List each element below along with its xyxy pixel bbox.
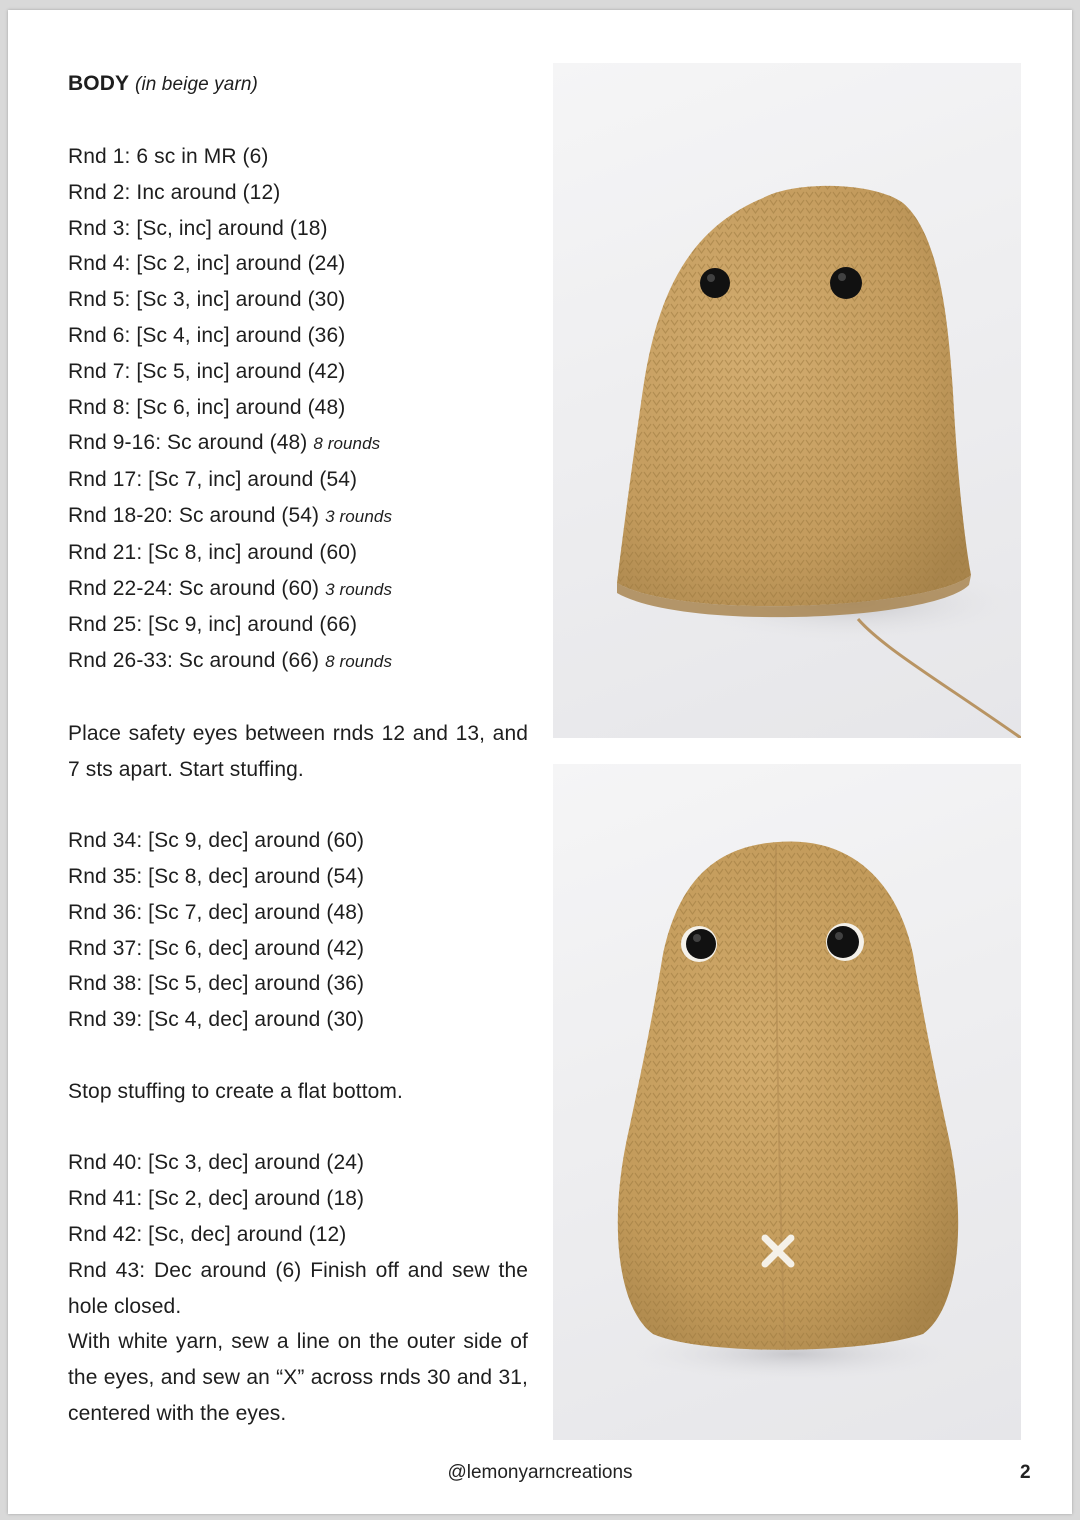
pattern-page: [8, 10, 1072, 1514]
round-text: Rnd 17: [Sc 7, inc] around (54): [68, 468, 358, 492]
round-line: [68, 175, 528, 211]
round-line: [68, 425, 528, 462]
round-line: [68, 211, 528, 247]
round-text: Rnd 3: [Sc, inc] around (18): [68, 216, 328, 240]
round-line: [68, 318, 528, 354]
eye-left: [700, 268, 730, 298]
round-line: [68, 966, 528, 1002]
round-text: Rnd 36: [Sc 7, dec] around (48): [68, 900, 365, 924]
round-text: Rnd 9-16: Sc around (48): [68, 431, 308, 455]
crochet-body-front: [618, 841, 958, 1349]
round-text: Rnd 21: [Sc 8, inc] around (60): [68, 540, 358, 564]
round-line: [68, 462, 528, 498]
section-title: BODY: [68, 72, 130, 95]
round-text: Rnd 39: [Sc 4, dec] around (30): [68, 1008, 365, 1032]
round-text: Rnd 8: [Sc 6, inc] around (48): [68, 395, 346, 419]
round-text: Rnd 41: [Sc 2, dec] around (18): [68, 1187, 365, 1211]
round-line: [68, 607, 528, 643]
round-text: Rnd 42: [Sc, dec] around (12): [68, 1222, 347, 1246]
round-line: [68, 1002, 528, 1038]
instruction-finish: Rnd 43: Dec around (6) Finish off and sew the hole closed.: [68, 1258, 528, 1318]
eye-right-with-white-line: [826, 923, 864, 961]
rounds-list-increase: [68, 139, 528, 680]
eye-left-with-white-line: [681, 926, 717, 962]
round-line: [68, 895, 528, 931]
round-line: [68, 931, 528, 967]
round-text: Rnd 18-20: Sc around (54): [68, 503, 320, 527]
round-line: [68, 139, 528, 175]
round-line: [68, 1181, 528, 1217]
round-text: Rnd 5: [Sc 3, inc] around (30): [68, 288, 346, 312]
instruction-eyes: Place safety eyes between rnds 12 and 13, and 7 sts apart. Start stuffing.: [68, 721, 528, 781]
page-number: 2: [1020, 1462, 1031, 1483]
round-line: [68, 246, 528, 282]
round-line: [68, 571, 528, 608]
round-count-note: 3 rounds: [325, 506, 393, 526]
round-text: Rnd 34: [Sc 9, dec] around (60): [68, 829, 365, 853]
footer-handle: @lemonyarncreations: [447, 1462, 633, 1483]
round-text: Rnd 37: [Sc 6, dec] around (42): [68, 936, 365, 960]
round-text: Rnd 22-24: Sc around (60): [68, 576, 320, 600]
round-line: [68, 535, 528, 571]
round-count-note: 8 rounds: [313, 434, 381, 454]
round-count-note: 3 rounds: [325, 579, 393, 599]
instruction-white-yarn: With white yarn, sew a line on the outer side of the eyes, and sew an “X” across rnds 30 and 31, centered with the eyes.: [68, 1330, 528, 1425]
round-text: Rnd 4: [Sc 2, inc] around (24): [68, 252, 346, 276]
round-line: [68, 354, 528, 390]
round-line: [68, 823, 528, 859]
round-line: [68, 859, 528, 895]
round-text: Rnd 7: [Sc 5, inc] around (42): [68, 359, 346, 383]
round-line: [68, 643, 528, 680]
round-text: Rnd 40: [Sc 3, dec] around (24): [68, 1151, 365, 1175]
round-line: [68, 282, 528, 318]
rounds-list-decrease: [68, 823, 528, 1038]
round-text: Rnd 2: Inc around (12): [68, 180, 281, 204]
rounds-list-final: [68, 1145, 528, 1252]
body-photo-side-view: [553, 63, 1021, 738]
round-line: [68, 498, 528, 535]
section-heading: [68, 66, 528, 103]
round-text: Rnd 25: [Sc 9, inc] around (66): [68, 613, 358, 637]
round-text: Rnd 35: [Sc 8, dec] around (54): [68, 864, 365, 888]
round-count-note: 8 rounds: [325, 652, 393, 672]
body-photo-front-view: [553, 764, 1021, 1440]
round-text: Rnd 6: [Sc 4, inc] around (36): [68, 323, 346, 347]
round-text: Rnd 26-33: Sc around (66): [68, 649, 320, 673]
pattern-text-column: [68, 66, 528, 1432]
round-text: Rnd 38: [Sc 5, dec] around (36): [68, 972, 365, 996]
round-text: Rnd 1: 6 sc in MR (6): [68, 145, 269, 168]
instruction-flat-bottom: Stop stuffing to create a flat bottom.: [68, 1079, 403, 1103]
crochet-body-side: [617, 186, 971, 617]
eye-right: [830, 267, 862, 299]
section-subtitle: (in beige yarn): [135, 74, 258, 95]
round-line: [68, 1217, 528, 1253]
round-line: [68, 1145, 528, 1181]
round-line: [68, 390, 528, 426]
